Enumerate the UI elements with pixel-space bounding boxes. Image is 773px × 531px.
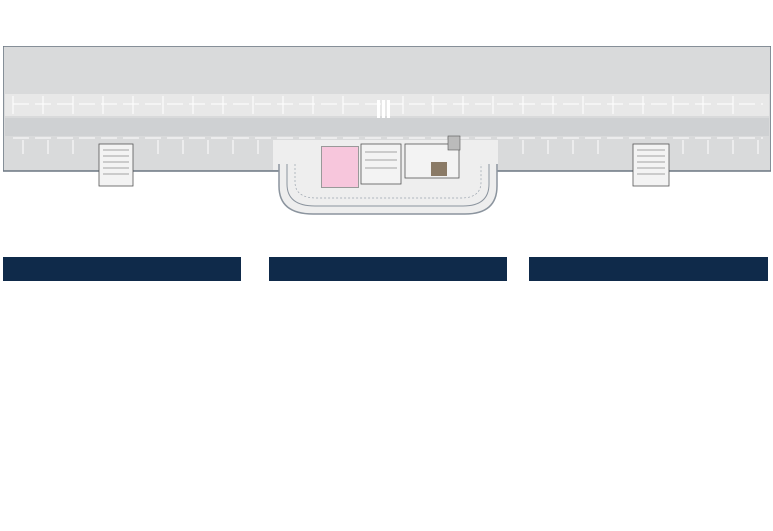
col-unit-py xyxy=(359,270,409,281)
col-unit-m2 xyxy=(669,270,719,281)
area-table-2 xyxy=(269,257,507,281)
col-ho xyxy=(269,257,309,281)
col-ho xyxy=(529,257,569,281)
multipurpose-room xyxy=(321,146,359,188)
col-unit-m2 xyxy=(569,270,619,281)
floor-plan-background xyxy=(3,46,771,216)
col-unit-m2 xyxy=(43,270,93,281)
area-table-1 xyxy=(3,257,241,281)
col-sale-area xyxy=(408,257,507,270)
col-excl-area xyxy=(43,257,142,270)
col-unit-m2 xyxy=(142,270,192,281)
floor-plan xyxy=(3,46,771,216)
col-unit-py xyxy=(718,270,768,281)
col-excl-area xyxy=(309,257,408,270)
col-ho xyxy=(3,257,43,281)
col-sale-area xyxy=(142,257,241,270)
col-unit-m2 xyxy=(309,270,359,281)
col-excl-area xyxy=(569,257,669,270)
col-unit-py xyxy=(458,270,508,281)
col-sale-area xyxy=(669,257,769,270)
area-table-3 xyxy=(529,257,768,281)
col-unit-py xyxy=(192,270,242,281)
col-unit-py xyxy=(619,270,669,281)
col-unit-py xyxy=(93,270,143,281)
col-unit-m2 xyxy=(408,270,458,281)
